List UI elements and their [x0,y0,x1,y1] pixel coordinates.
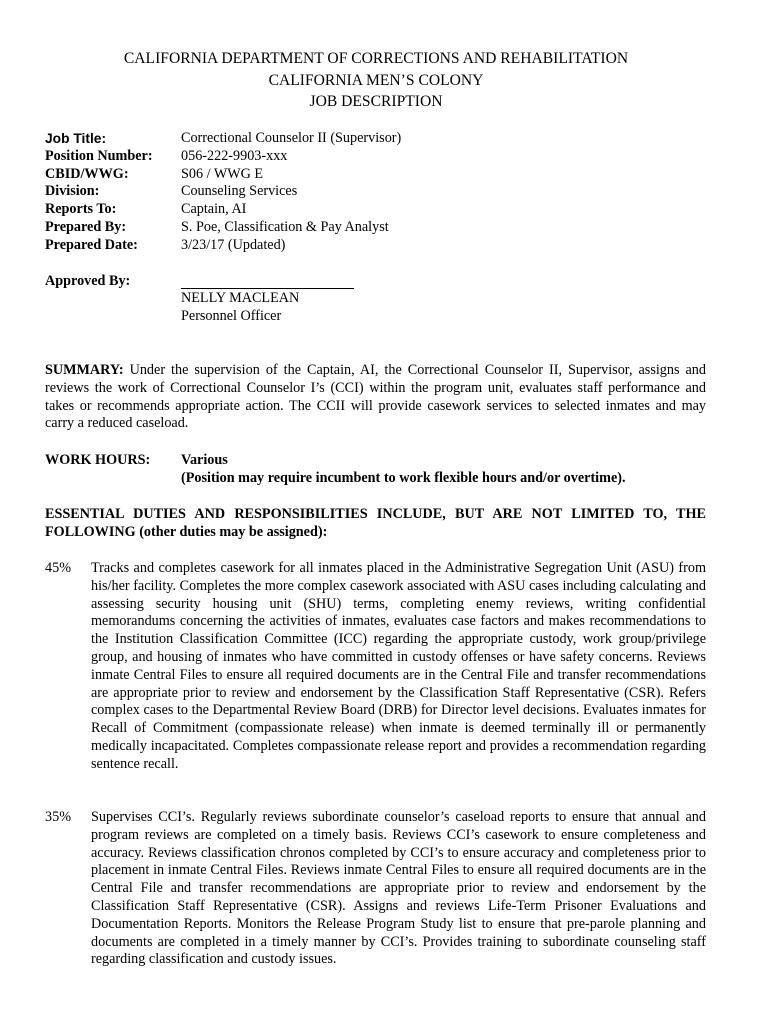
duty-item [45,560,706,774]
approver-name: NELLY MACLEAN [181,290,300,306]
duty-percent: 45% [45,560,72,576]
duty-item [45,809,706,969]
approval-block [45,273,725,326]
work-hours-note: (Position may require incumbent to work flexible hours and/or overtime). [181,469,626,486]
facility-name: CALIFORNIA MEN’S COLONY [268,71,484,89]
duty-percent: 35% [45,809,72,825]
field-value: S. Poe, Classification & Pay Analyst [181,218,389,235]
document-title: JOB DESCRIPTION [309,93,443,110]
field-value: Correctional Counselor II (Supervisor) [181,130,402,146]
field-value: 3/23/17 (Updated) [181,236,286,253]
work-hours-label: WORK HOURS: [45,452,151,468]
field-value: Captain, AI [181,201,247,218]
signature-line [181,273,354,289]
field-label: Job Title: [45,131,107,146]
field-row-cbid-wwg [45,166,725,184]
work-hours-block [45,452,725,488]
field-label: Reports To: [45,201,117,218]
summary-paragraph [45,362,706,433]
document-header [0,48,752,113]
signature-block [181,273,354,326]
field-row-position-number [45,148,725,166]
field-label: Prepared By: [45,218,127,235]
duty-text: Tracks and completes casework for all inmates placed in the Administrative Segregation Unit (ASU) from his/her facility. Completes the more complex casework associated with ASU cases including calculating and assessing security housing unit (SHU) terms, completing enemy reviews, writing confidential memorandums concerning the activities of inmates, evaluates case factors and makes recommendations to the Institution Classification Committee (ICC) regarding the appropriate custody, work group/privilege group, and housing of inmates who have committed in custody offenses or have safety concerns. Reviews inmate Central Files to ensure all required documents are in the Central File and transfer recommendations are appropriate prior to review and endorsement by the Classification Staff Representative (CSR). Refers complex cases to the Departmental Review Board (DRB) for Director level decisions. Evaluates inmates for Recall of Commitment (compassionate release) when inmate is deemed terminally ill or permanently medically incapacitated. Completes compassionate release report and provides a recommendation regarding sentence recall. [91,560,706,772]
field-row-prepared-by [45,219,725,237]
field-label: Position Number: [45,147,153,164]
duties-heading: ESSENTIAL DUTIES AND RESPONSIBILITIES INCLUDE, BUT ARE NOT LIMITED TO, THE FOLLOWING (other duties may be assigned): [45,506,706,540]
field-value: 056-222-9903-xxx [181,147,288,164]
approval-label: Approved By: [45,273,131,289]
duty-text: Supervises CCI’s. Regularly reviews subordinate counselor’s caseload reports to ensure that annual and program reviews are completed on a timely basis. Reviews CCI’s casework to ensure completeness and accuracy. Reviews classification chronos completed by CCI’s to ensure accuracy and completeness prior to placement in inmate Central Files. Reviews inmate Central Files to ensure all required documents are in the Central File and transfer recommendations are appropriate prior to review and endorsement by the Classification Staff Representative (CSR). Assigns and reviews Life-Term Prisoner Evaluations and Documentation Reports. Monitors the Release Program Study list to ensure that pre-parole planning and documents are completed in a timely manner by CCI’s. Provides training to subordinate counseling staff regarding classification and custody issues. [91,809,706,968]
position-fields [45,130,725,255]
approver-title: Personnel Officer [181,307,282,324]
summary-label: SUMMARY: [45,362,124,378]
field-value: Counseling Services [181,183,298,200]
field-row-job-title [45,130,725,148]
field-label: Prepared Date: [45,236,138,253]
work-hours-value: Various [181,452,228,468]
department-name: CALIFORNIA DEPARTMENT OF CORRECTIONS AND REHABILITATION [123,50,629,67]
field-row-prepared-date [45,237,725,255]
field-value: S06 / WWG E [181,165,264,182]
field-label: CBID/WWG: [45,165,129,182]
field-row-reports-to [45,201,725,219]
field-label: Division: [45,183,100,200]
work-hours-details [181,452,626,488]
field-row-division [45,183,725,201]
summary-text: Under the supervision of the Captain, AI, the Correctional Counselor II, Supervisor, assigns and reviews the work of Correctional Counselor I’s (CCI) within the program unit, evaluates staff performance and takes or recommends appropriate action. The CCII will provide casework services to selected inmates and may carry a reduced caseload. [45,362,706,432]
